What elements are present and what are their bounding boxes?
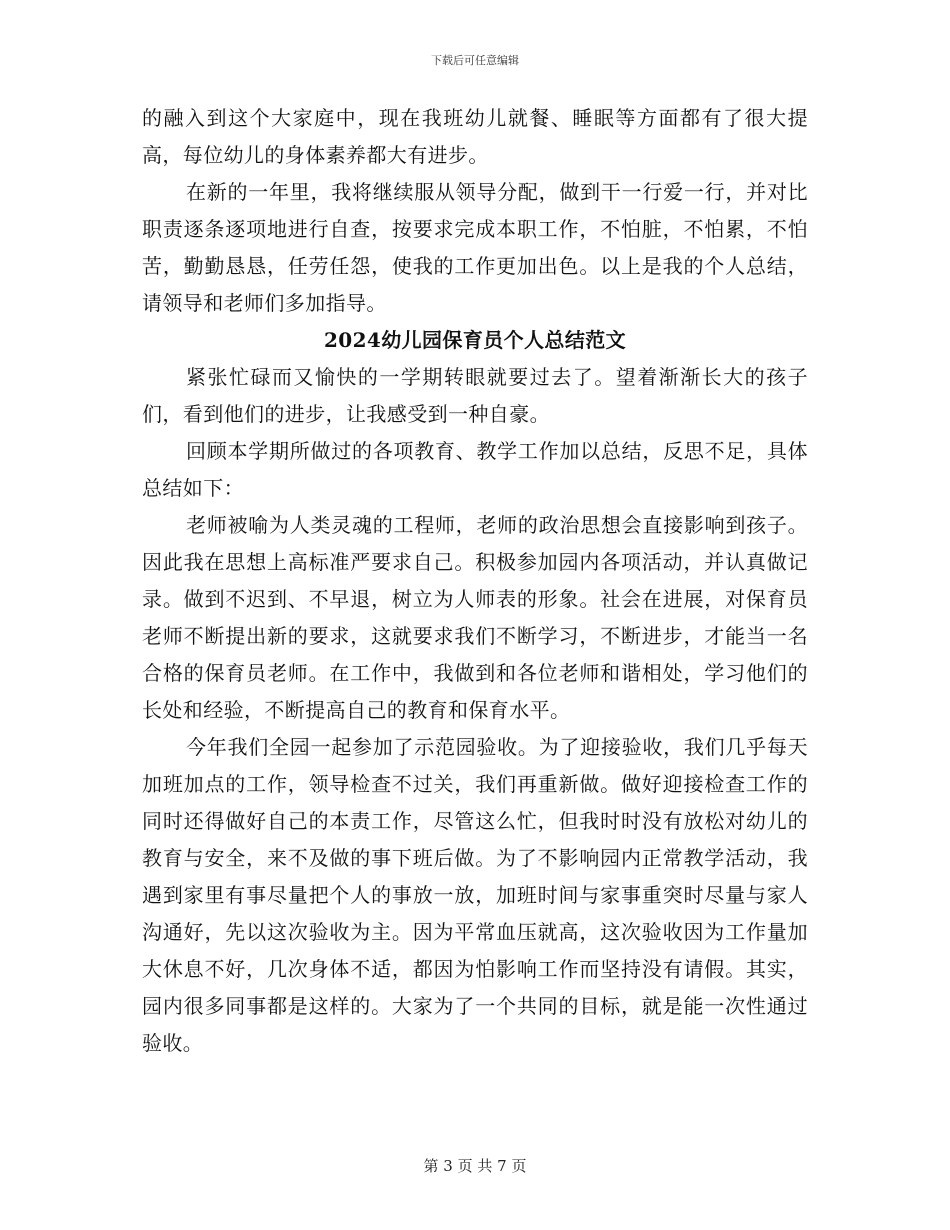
paragraph-new-year: 在新的一年里，我将继续服从领导分配，做到干一行爱一行，并对比职责逐条逐项地进行自查，按要求完成本职工作，不怕脏，不怕累，不怕苦，勤勤恳恳，任劳任怨，使我的工作更加出色。以上是我的个人总结，请领导和老师们多加指导。	[142, 180, 808, 315]
document-body	[142, 100, 808, 1062]
paragraph-continued: 的融入到这个大家庭中，现在我班幼儿就餐、睡眠等方面都有了很大提高，每位幼儿的身体素养都大有进步。	[142, 106, 808, 167]
paragraph-inspection: 今年我们全园一起参加了示范园验收。为了迎接验收，我们几乎每天加班加点的工作，领导检查不过关，我们再重新做。做好迎接检查工作的同时还得做好自己的本责工作，尽管这么忙，但我时时没有放松对幼儿的教育与安全，来不及做的事下班后做。为了不影响园内正常教学活动，我遇到家里有事尽量把个人的事放一放，加班时间与家事重突时尽量与家人沟通好，先以这次验收为主。因为平常血压就高，这次验收因为工作量加大休息不好，几次身体不适，都因为怕影响工作而坚持没有请假。其实，园内很多同事都是这样的。大家为了一个共同的目标，就是能一次性通过验收。	[142, 735, 808, 1055]
section-title: 2024幼儿园保育员个人总结范文	[323, 328, 627, 352]
page-header: 下载后可任意编辑	[431, 54, 519, 67]
paragraph-review: 回顾本学期所做过的各项教育、教学工作加以总结，反思不足，具体总结如下：	[142, 439, 808, 500]
paragraph-intro: 紧张忙碌而又愉快的一学期转眼就要过去了。望着渐渐长大的孩子们，看到他们的进步，让我感受到一种自豪。	[142, 365, 808, 426]
page-number: 第 3 页 共 7 页	[423, 1157, 527, 1175]
paragraph-teacher: 老师被喻为人类灵魂的工程师，老师的政治思想会直接影响到孩子。因此我在思想上高标准严要求自己。积极参加园内各项活动，并认真做记录。做到不迟到、不早退，树立为人师表的形象。社会在进展，对保育员老师不断提出新的要求，这就要求我们不断学习，不断进步，才能当一名合格的保育员老师。在工作中，我做到和各位老师和谐相处，学习他们的长处和经验，不断提高自己的教育和保育水平。	[142, 513, 808, 722]
